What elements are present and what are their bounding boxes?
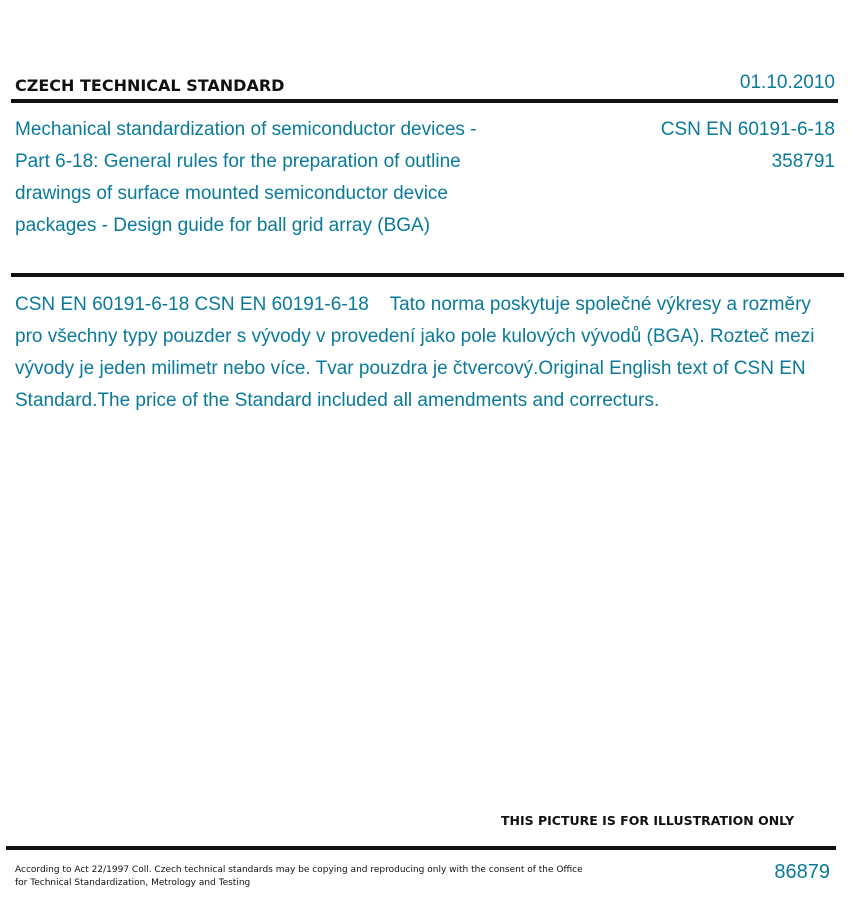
top-divider bbox=[11, 99, 838, 103]
document-number: 86879 bbox=[774, 861, 830, 883]
catalog-number: 358791 bbox=[771, 151, 835, 172]
standard-title: Mechanical standardization of semiconductor devices - Part 6-18: General rules for the preparation of outline drawings of surface mounted semiconductor device packages - Design guide for ball grid array (BGA) bbox=[15, 119, 477, 236]
document-type-label: CZECH TECHNICAL STANDARD bbox=[15, 76, 285, 95]
legal-notice-line-2: for Technical Standardization, Metrology and Testing bbox=[15, 878, 251, 888]
standard-code: CSN EN 60191-6-18 bbox=[660, 119, 835, 140]
publication-date: 01.10.2010 bbox=[739, 72, 835, 93]
illustration-note: THIS PICTURE IS FOR ILLUSTRATION ONLY bbox=[501, 813, 795, 828]
legal-notice-line-1: According to Act 22/1997 Coll. Czech technical standards may be copying and reproducing only with the consent of the Office bbox=[15, 865, 583, 875]
bottom-divider bbox=[6, 846, 836, 850]
middle-divider bbox=[11, 273, 844, 277]
standard-codes bbox=[661, 114, 835, 178]
standard-description: CSN EN 60191-6-18 CSN EN 60191-6-18 Tato norma poskytuje společné výkresy a rozměry pro všechny typy pouzder s vývody v provedení jako pole kulových vývodů (BGA). Rozteč mezi vývody je jeden milimetr nebo více. Tvar pouzdra je čtvercový.Original English text of CSN EN Standard.The price of the Standard included all amendments and correcturs. bbox=[15, 294, 820, 411]
legal-notice bbox=[15, 864, 585, 890]
